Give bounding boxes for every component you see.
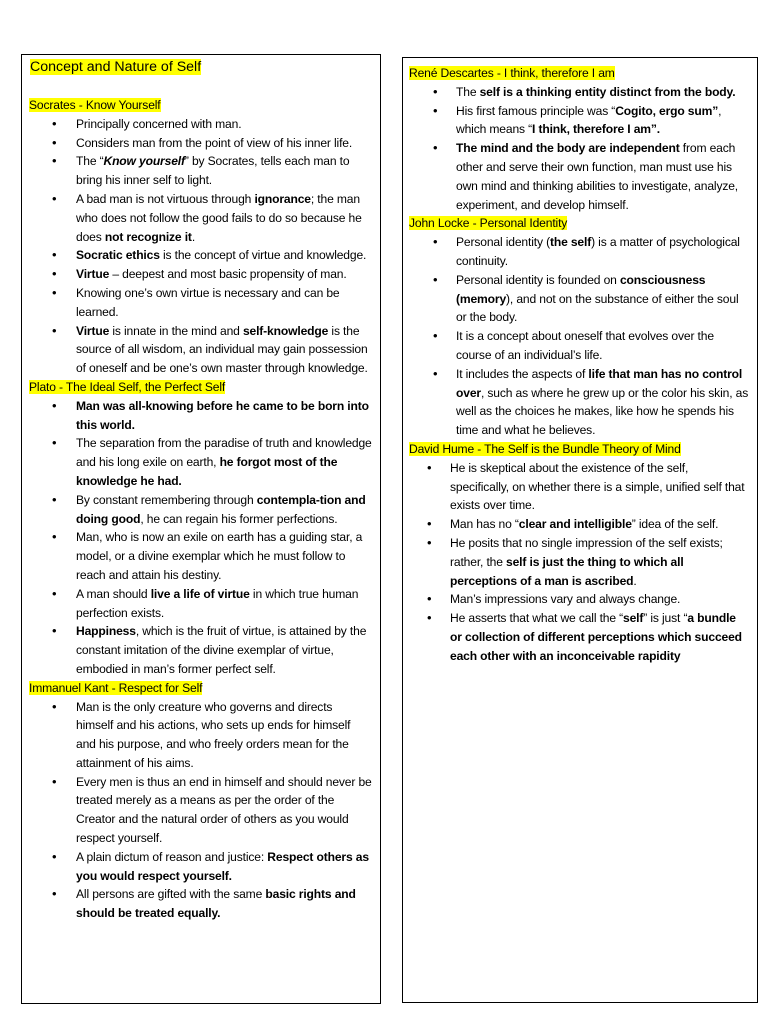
text-run: A plain dictum of reason and justice: <box>76 849 268 864</box>
bullet-list <box>29 698 372 924</box>
bullet-item <box>409 534 749 590</box>
bold-text: Respect others as you would respect yourself. <box>76 849 369 883</box>
bold-text: clear and intelligible <box>518 517 632 532</box>
text-run: Man has no “ <box>450 517 519 532</box>
bullet-list <box>29 397 372 679</box>
text-run: , which means “ <box>456 103 722 137</box>
bold-text: the self <box>549 235 592 250</box>
text-run: is innate in the mind and <box>109 323 243 338</box>
text-run: . <box>191 229 196 244</box>
bullet-item <box>29 698 372 773</box>
bullet-item <box>29 773 372 848</box>
bold-text: Happiness <box>76 624 136 639</box>
text-run: ; the man who does not follow the good fails to do so because he does <box>76 191 362 244</box>
text-run: in which true human perfection exists. <box>76 586 359 620</box>
bullet-item <box>409 327 749 365</box>
text-run: , which is the fruit of virtue, is attained by the constant imitation of the divine exemplar of virtue, embodied in man’s former perfect self. <box>76 624 367 676</box>
section-heading: David Hume - The Self is the Bundle Theory of Mind <box>409 441 681 456</box>
text-run: A man should <box>76 586 151 601</box>
text-run: The separation from the paradise of truth and knowledge and his long exile on earth, <box>76 436 372 470</box>
bullet-item <box>29 397 372 435</box>
bold-text: ignorance <box>254 191 311 206</box>
text-run: Knowing one’s own virtue is necessary and can be learned. <box>76 285 340 319</box>
text-run: ” idea of the self. <box>631 517 719 532</box>
bullet-item <box>409 83 749 102</box>
bold-text: consciousness (memory <box>456 272 706 306</box>
text-run: Personal identity ( <box>456 235 550 250</box>
bullet-item <box>29 848 372 886</box>
text-run: His first famous principle was “ <box>456 103 616 118</box>
text-run: , such as where he grew up or the color his skin, as well as the choices he makes, like how he spends his time and what he believes. <box>456 385 749 438</box>
bold-text: self <box>623 611 644 626</box>
document-title: Concept and Nature of Self <box>30 59 202 75</box>
text-run: is the concept of virtue and knowledge. <box>159 248 367 263</box>
bold-text: I think, therefore I am”. <box>532 122 660 137</box>
bullet-list <box>409 233 749 440</box>
section-descartes <box>409 64 749 214</box>
text-run: He asserts that what we call the “ <box>450 611 624 626</box>
bullet-list <box>409 83 749 215</box>
text-run: Man’s impressions vary and always change. <box>450 592 681 607</box>
section-heading: René Descartes - I think, therefore I am <box>409 66 615 80</box>
bold-text: life that man has no control over <box>456 366 743 400</box>
text-run: It includes the aspects of <box>456 366 589 381</box>
bullet-item <box>409 609 749 665</box>
text-run: Man is the only creature who governs and directs himself and his actions, who sets up ends for himself and his purpose, and who freely orders mean for the attainment of his aims. <box>76 699 351 770</box>
text-run: The “ <box>76 154 104 169</box>
bold-text: Virtue <box>76 267 110 282</box>
bullet-item <box>409 590 749 609</box>
section-heading: Immanuel Kant - Respect for Self <box>29 680 203 695</box>
bullet-item <box>29 585 372 623</box>
text-run: Man, who is now an exile on earth has a guiding star, a model, or a divine exemplar which he must follow to reach and attain his destiny. <box>76 530 363 582</box>
bullet-list <box>409 459 749 666</box>
text-run: Personal identity is founded on <box>456 272 620 287</box>
text-run: . <box>633 573 637 588</box>
bullet-item <box>29 284 372 322</box>
text-run: He is skeptical about the existence of the self, specifically, on whether there is a simple, unified self that exists over time. <box>450 460 745 513</box>
bold-text: Socratic ethics <box>76 248 160 263</box>
text-run: The <box>456 84 480 99</box>
section-heading: Socrates - Know Yourself <box>29 98 161 112</box>
text-run: ) is a matter of psychological continuity. <box>456 235 740 268</box>
text-run: ), and not on the substance of either the soul or the body. <box>456 291 739 325</box>
text-run: All persons are gifted with the same <box>76 887 266 902</box>
bullet-item <box>29 152 372 190</box>
text-run: Principally concerned with man. <box>76 116 242 131</box>
bullet-item <box>409 271 749 327</box>
bold-text: self is just the thing to which all perceptions of a man is ascribed <box>450 554 684 588</box>
text-run: Every men is thus an end in himself and should never be treated merely as a means as per the order of the Creator and the natural order of others as you would respect yourself. <box>76 774 372 846</box>
bold-text: live a life of virtue <box>150 586 250 601</box>
bullet-item <box>29 491 372 529</box>
text-run: By constant remembering through <box>76 492 257 507</box>
bold-text: Cogito, ergo sum” <box>615 103 719 118</box>
bold-text: not recognize it <box>104 229 192 244</box>
bullet-item <box>29 528 372 584</box>
text-run: It is a concept about oneself that evolves over the course of an individual’s life. <box>456 329 714 362</box>
bold-text: Man was all-knowing before he came to be born into this world. <box>76 398 369 432</box>
text-run: Considers man from the point of view of his inner life. <box>76 135 353 150</box>
section-kant <box>29 679 372 923</box>
bullet-item <box>29 115 372 134</box>
text-run: ” by Socrates, tells each man to bring his inner self to light. <box>76 154 350 188</box>
text-run: , he can regain his former perfections. <box>140 511 338 526</box>
text-run: is the source of all wisdom, an individual may gain possession of oneself and be one’s own master through knowledge. <box>76 323 368 376</box>
bullet-item <box>409 139 749 214</box>
section-locke <box>409 214 749 440</box>
text-run: He posits that no single impression of the self exists; rather, the <box>450 535 723 569</box>
section-hume <box>409 440 749 666</box>
bullet-item <box>29 246 372 265</box>
section-plato <box>29 378 372 679</box>
bullet-item <box>29 265 372 284</box>
bullet-item <box>409 365 749 440</box>
bold-text: basic rights and should be treated equally. <box>76 887 356 921</box>
bullet-item <box>29 322 372 378</box>
section-heading: John Locke - Personal Identity <box>409 216 568 231</box>
bold-text: he forgot most of the knowledge he had. <box>76 455 338 488</box>
bullet-item <box>29 190 372 246</box>
text-run: A bad man is not virtuous through <box>76 191 255 206</box>
bullet-item <box>409 459 749 515</box>
bold-text: a bundle or collection of different perceptions which succeed each other with an inconceivable rapidity <box>450 611 742 663</box>
bold-text: self is a thinking entity distinct from the body. <box>479 84 736 99</box>
bold-text: contempla-tion and doing good <box>76 492 366 526</box>
text-run: from each other and serve their own function, man must use his own mind and thinking abilities to investigate, analyze, experiment, and develop himself. <box>456 141 739 212</box>
bullet-item <box>409 102 749 140</box>
bullet-item <box>409 515 749 534</box>
right-column-panel <box>402 57 758 1003</box>
bold-italic-text: Know yourself <box>103 154 185 169</box>
bullet-item <box>29 885 372 923</box>
bullet-item <box>29 134 372 153</box>
bold-text: self-knowledge <box>242 323 329 338</box>
bullet-item <box>29 434 372 490</box>
section-heading: Plato - The Ideal Self, the Perfect Self <box>29 379 226 394</box>
bullet-item <box>29 622 372 678</box>
bullet-list <box>29 115 372 378</box>
bold-text: The mind and the body are independent <box>456 141 680 156</box>
text-run: – deepest and most basic propensity of man. <box>109 267 347 282</box>
bullet-item <box>409 233 749 271</box>
text-run: ” is just “ <box>643 611 688 626</box>
bold-text: Virtue <box>76 323 110 338</box>
left-column-panel <box>21 54 381 1004</box>
section-socrates <box>29 96 372 378</box>
